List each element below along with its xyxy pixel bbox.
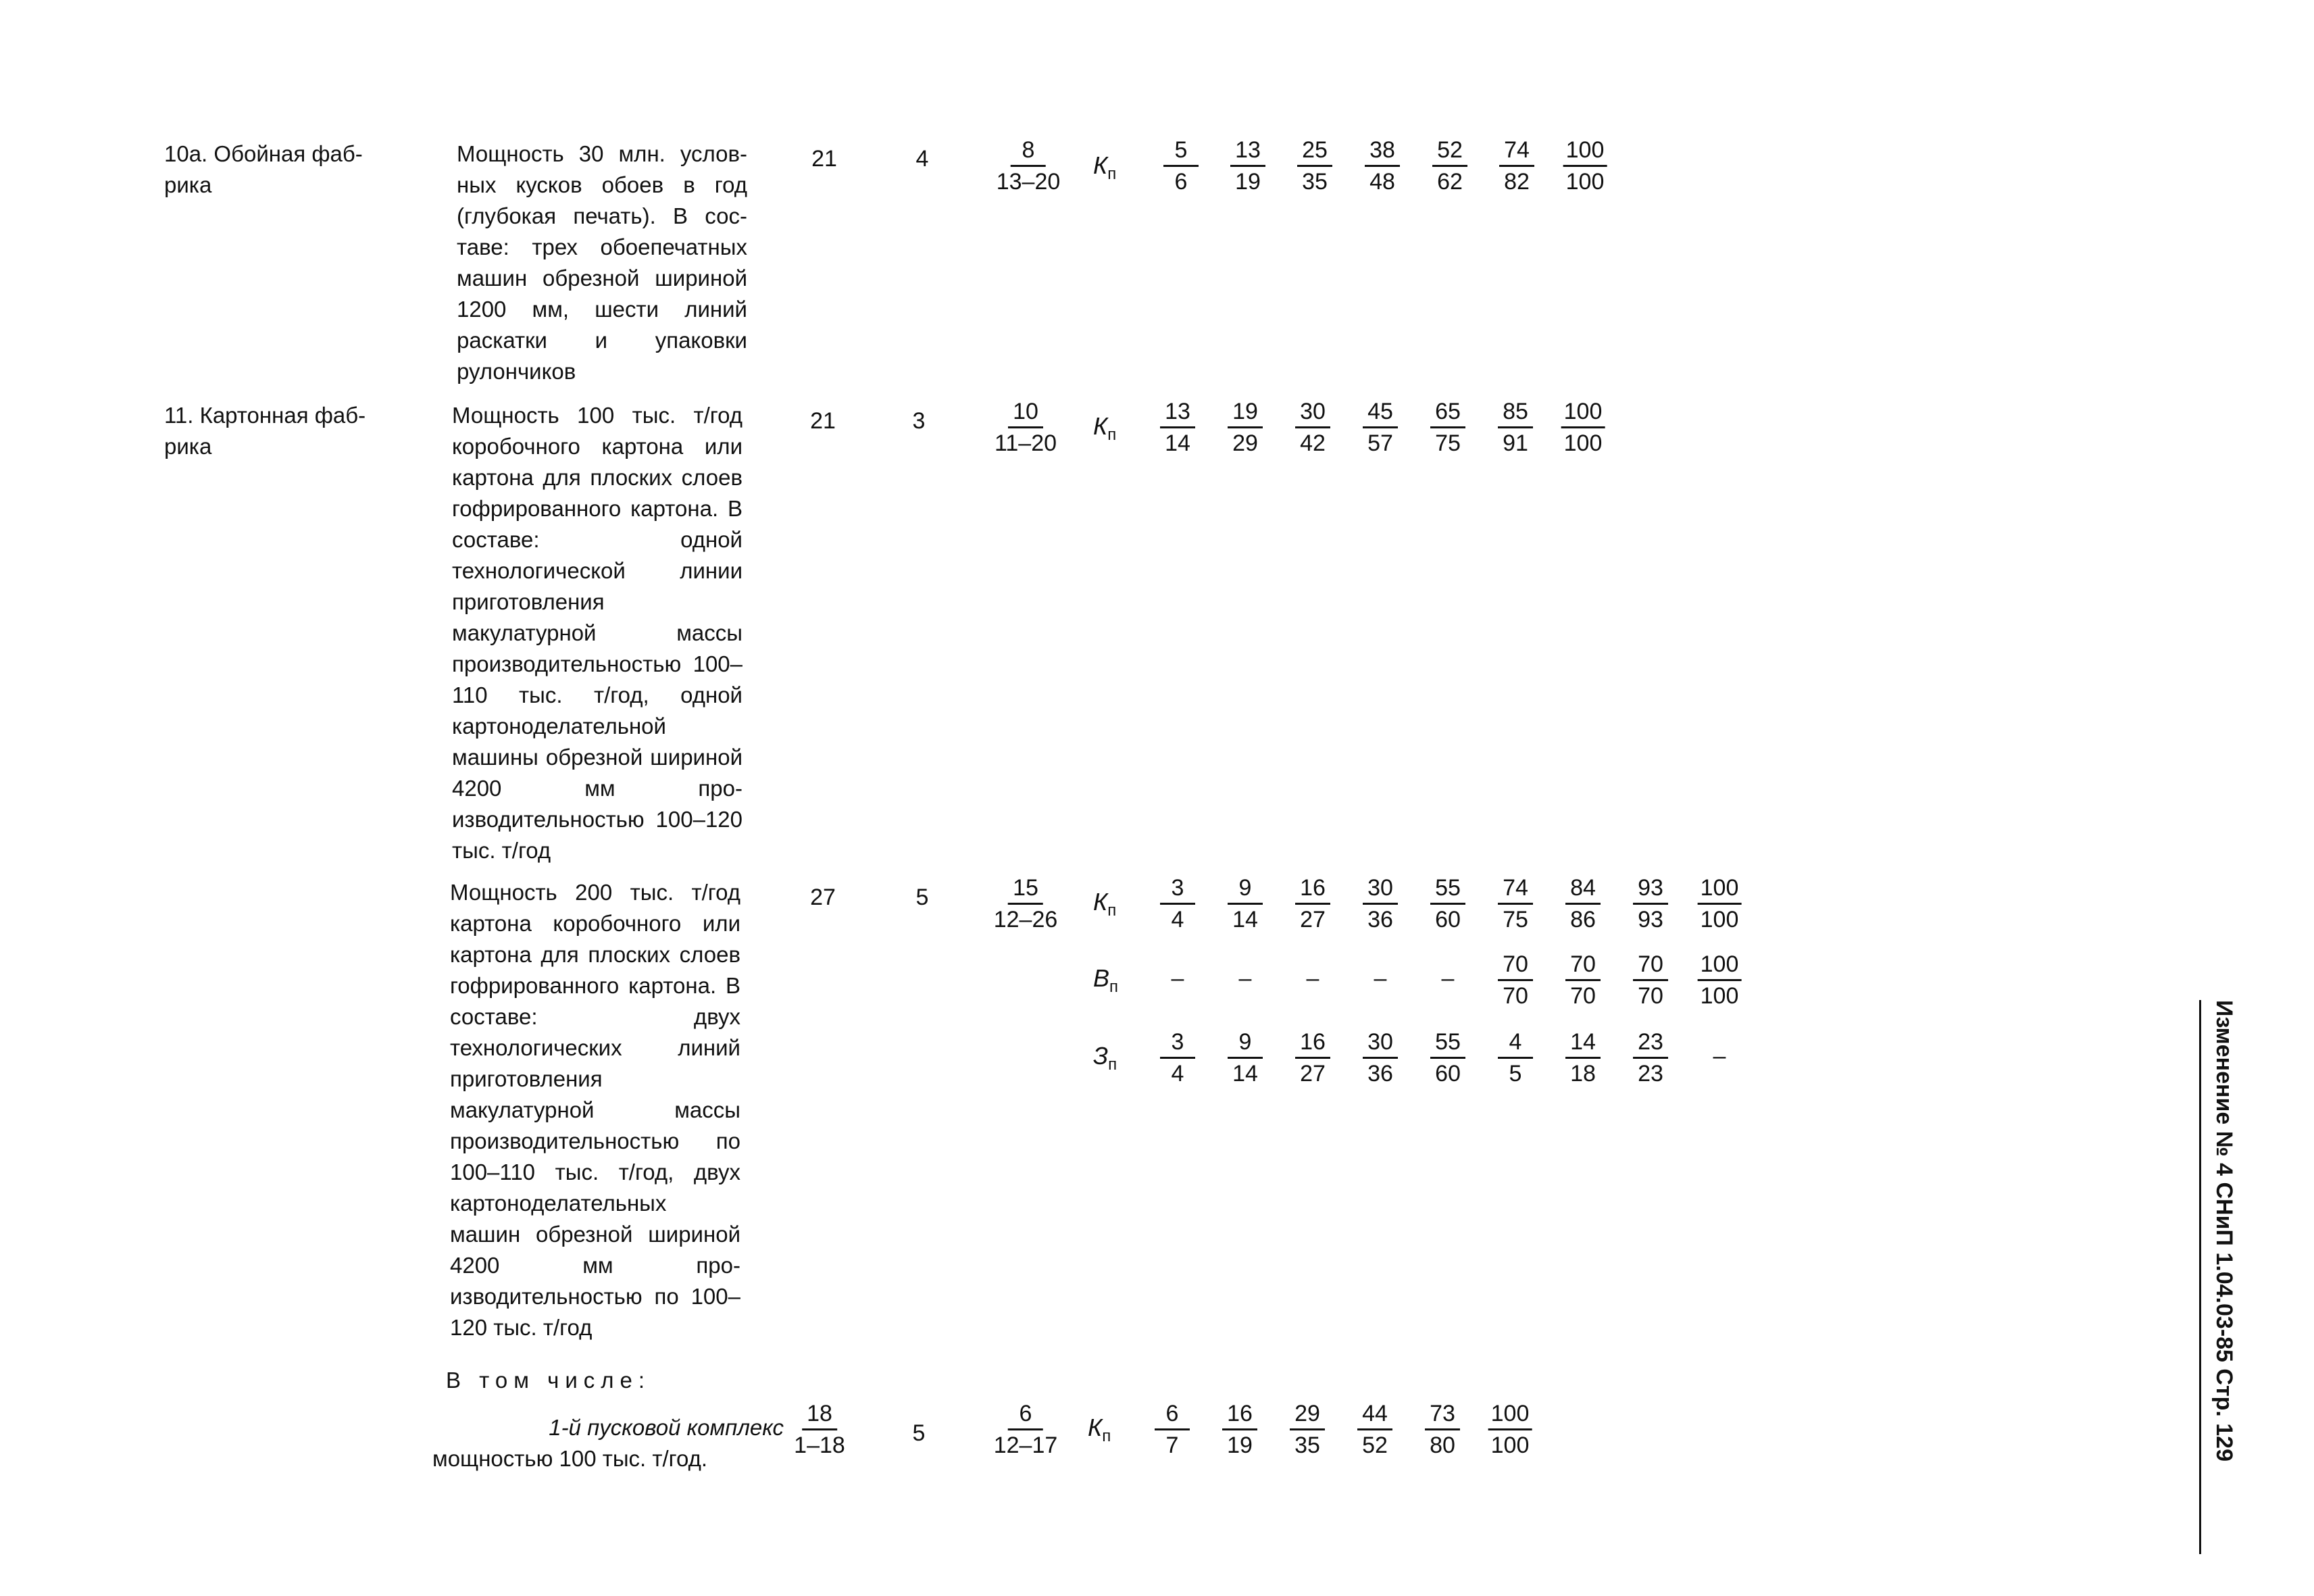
fraction-denominator: 36 bbox=[1367, 1061, 1393, 1087]
fraction-denominator: 75 bbox=[1435, 430, 1461, 456]
value-fraction bbox=[1565, 949, 1601, 1011]
fraction-numerator: 5 bbox=[1163, 135, 1199, 167]
entry-description: Мощность 30 млн. условных кусков обоев в год (глубокая печать). В составе: трех обоепечатных машин обрезной шириной 1200 мм, шести линий раскатки и упаковки рулончиков bbox=[457, 141, 747, 384]
value-fraction bbox=[1499, 135, 1534, 197]
fraction-denominator: 100 bbox=[1700, 983, 1739, 1009]
fraction-numerator: 19 bbox=[1228, 397, 1263, 428]
fraction-denominator: 52 bbox=[1362, 1432, 1388, 1458]
value-fraction bbox=[1633, 1027, 1668, 1089]
fraction-numerator: 74 bbox=[1499, 135, 1534, 167]
value-fraction bbox=[1498, 949, 1533, 1011]
entry-col1: 21 bbox=[810, 408, 836, 434]
entry-col2: 5 bbox=[915, 884, 929, 910]
entry-col2: 3 bbox=[912, 408, 926, 434]
value-fraction bbox=[1357, 1399, 1392, 1460]
row-label-kp: $К_п$ bbox=[1093, 151, 1117, 184]
fraction-denominator: 35 bbox=[1302, 169, 1328, 195]
value-fraction bbox=[1698, 949, 1742, 1011]
value-fraction bbox=[1228, 1027, 1263, 1089]
fraction-numerator: 70 bbox=[1633, 949, 1668, 981]
fraction-numerator: 3 bbox=[1160, 873, 1195, 905]
fraction-denominator: 91 bbox=[1503, 430, 1528, 456]
value-fraction bbox=[1430, 1027, 1465, 1089]
fraction-numerator: 9 bbox=[1228, 873, 1263, 905]
value-dash: – bbox=[1306, 966, 1319, 991]
entry-col1: 21 bbox=[811, 146, 837, 172]
value-fraction bbox=[1295, 1027, 1330, 1089]
value-fraction bbox=[1363, 397, 1398, 458]
fraction-denominator: 23 bbox=[1638, 1061, 1663, 1087]
sub-entry-description: 1-й пусковой комплекс мощностью 100 тыс. т/год. bbox=[432, 1415, 784, 1471]
value-fraction bbox=[1430, 397, 1465, 458]
row-label-kp: $К_п$ bbox=[1088, 1414, 1111, 1446]
fraction-denominator: 100 bbox=[1563, 430, 1603, 456]
entry-col1: 27 bbox=[810, 884, 836, 910]
fraction-numerator: 3 bbox=[1160, 1027, 1195, 1059]
value-fraction bbox=[1230, 135, 1265, 197]
value-fraction bbox=[1160, 873, 1195, 934]
fraction-numerator: 16 bbox=[1295, 873, 1330, 905]
value-fraction bbox=[1565, 873, 1601, 934]
fraction-denominator: 18 bbox=[1570, 1061, 1596, 1087]
fraction-denominator: 42 bbox=[1300, 430, 1326, 456]
fraction-numerator: 14 bbox=[1565, 1027, 1601, 1059]
value-fraction bbox=[1290, 1399, 1325, 1460]
fraction-denominator: 7 bbox=[1165, 1432, 1179, 1458]
fraction-denominator: 14 bbox=[1232, 907, 1258, 932]
value-fraction bbox=[1160, 1027, 1195, 1089]
fraction-numerator: 93 bbox=[1633, 873, 1668, 905]
fraction-numerator: 45 bbox=[1363, 397, 1398, 428]
fraction-numerator: 13 bbox=[1230, 135, 1265, 167]
value-fraction bbox=[1432, 135, 1467, 197]
value-fraction bbox=[1565, 1027, 1601, 1089]
value-dash: – bbox=[1713, 1043, 1726, 1069]
row-label-kp: $К_п$ bbox=[1093, 412, 1117, 445]
entry-description: Мощность 100 тыс. т/год коробочного картона или картона для плоских слоев гофрированного картона. В составе: одной технологической линии приготовления макулатурной массы производительностью 100–110 тыс. т/год, одной картоноделательной машины обрезной шириной 4200 мм производительностью 100–120 тыс. т/год bbox=[452, 403, 743, 863]
entry-fraction: $\frac{8}{13-20}$ bbox=[997, 135, 1061, 197]
fraction-numerator: 55 bbox=[1430, 873, 1465, 905]
fraction-denominator: 62 bbox=[1437, 169, 1463, 195]
fraction-denominator: 86 bbox=[1570, 907, 1596, 932]
fraction-numerator: 55 bbox=[1430, 1027, 1465, 1059]
fraction-numerator: 74 bbox=[1498, 873, 1533, 905]
fraction-numerator: 16 bbox=[1295, 1027, 1330, 1059]
fraction-numerator: 85 bbox=[1498, 397, 1533, 428]
value-fraction bbox=[1295, 873, 1330, 934]
fraction-denominator: 93 bbox=[1638, 907, 1663, 932]
fraction-numerator: 30 bbox=[1363, 873, 1398, 905]
value-fraction bbox=[1228, 397, 1263, 458]
fraction-numerator: 100 bbox=[1698, 873, 1742, 905]
entry-description: Мощность 200 тыс. т/год картона коробочного или картона для плоских слоев гофрированного картона. В составе: двух технологических линий приготовления макулатурной массы производительностью по 100–110 тыс. т/год, двух картоноделательных машин обрезной шириной 4200 мм производительностью по 100–120 тыс. т/год bbox=[450, 880, 740, 1340]
sub-entry-col1: $\frac{18}{1-18}$ bbox=[794, 1399, 845, 1460]
fraction-denominator: 36 bbox=[1367, 907, 1393, 932]
fraction-numerator: 25 bbox=[1297, 135, 1332, 167]
value-fraction bbox=[1698, 873, 1742, 934]
fraction-denominator: 82 bbox=[1504, 169, 1530, 195]
fraction-numerator: 23 bbox=[1633, 1027, 1668, 1059]
value-fraction bbox=[1633, 873, 1668, 934]
fraction-numerator: 13 bbox=[1160, 397, 1195, 428]
entry-number: 10а. Обойная фаб- рика bbox=[164, 141, 363, 197]
value-fraction bbox=[1498, 397, 1533, 458]
entry-col2: 4 bbox=[915, 146, 929, 172]
entry-fraction: $\frac{10}{11-20}$ bbox=[995, 397, 1057, 458]
fraction-numerator: 30 bbox=[1295, 397, 1330, 428]
fraction-denominator: 57 bbox=[1367, 430, 1393, 456]
fraction-denominator: 6 bbox=[1174, 169, 1188, 195]
fraction-numerator: 73 bbox=[1425, 1399, 1460, 1430]
fraction-denominator: 4 bbox=[1171, 907, 1184, 932]
row-label-kp: $К_п$ bbox=[1093, 888, 1117, 920]
value-fraction bbox=[1163, 135, 1199, 197]
value-fraction bbox=[1160, 397, 1195, 458]
fraction-denominator: 80 bbox=[1430, 1432, 1455, 1458]
sub-entry-col2: 5 bbox=[912, 1420, 926, 1446]
value-fraction bbox=[1561, 397, 1605, 458]
row-label-vp: $В_п$ bbox=[1093, 964, 1119, 997]
value-fraction bbox=[1222, 1399, 1257, 1460]
fraction-denominator: 60 bbox=[1435, 907, 1461, 932]
fraction-numerator: 30 bbox=[1363, 1027, 1398, 1059]
sub-entry-fraction: $\frac{6}{12-17}$ bbox=[994, 1399, 1058, 1460]
value-fraction bbox=[1363, 873, 1398, 934]
value-fraction bbox=[1155, 1399, 1190, 1460]
fraction-numerator: 44 bbox=[1357, 1399, 1392, 1430]
fraction-denominator: 100 bbox=[1700, 907, 1739, 932]
entry-fraction: $\frac{15}{12-26}$ bbox=[994, 873, 1058, 934]
fraction-denominator: 70 bbox=[1570, 983, 1596, 1009]
fraction-numerator: 100 bbox=[1488, 1399, 1532, 1430]
fraction-denominator: 29 bbox=[1232, 430, 1258, 456]
fraction-denominator: 48 bbox=[1369, 169, 1395, 195]
entry-number: 11. Картонная фаб- рика bbox=[164, 403, 366, 459]
value-dash: – bbox=[1374, 966, 1387, 991]
value-fraction bbox=[1363, 1027, 1398, 1089]
fraction-denominator: 100 bbox=[1490, 1432, 1530, 1458]
fraction-denominator: 27 bbox=[1300, 1061, 1326, 1087]
fraction-denominator: 27 bbox=[1300, 907, 1326, 932]
row-label-zp: $З_п$ bbox=[1093, 1042, 1117, 1074]
fraction-numerator: 52 bbox=[1432, 135, 1467, 167]
value-fraction bbox=[1488, 1399, 1532, 1460]
fraction-numerator: 16 bbox=[1222, 1399, 1257, 1430]
fraction-numerator: 29 bbox=[1290, 1399, 1325, 1430]
value-dash: – bbox=[1441, 966, 1455, 991]
value-fraction bbox=[1425, 1399, 1460, 1460]
value-fraction bbox=[1365, 135, 1400, 197]
fraction-denominator: 19 bbox=[1235, 169, 1261, 195]
value-fraction bbox=[1633, 949, 1668, 1011]
fraction-denominator: 14 bbox=[1232, 1061, 1258, 1087]
fraction-denominator: 19 bbox=[1227, 1432, 1253, 1458]
fraction-numerator: 100 bbox=[1698, 949, 1742, 981]
value-fraction bbox=[1498, 873, 1533, 934]
fraction-denominator: 14 bbox=[1165, 430, 1190, 456]
fraction-denominator: 4 bbox=[1171, 1061, 1184, 1087]
value-fraction bbox=[1430, 873, 1465, 934]
side-caption: Изменение № 4 СНиП 1.04.03-85 Стр. 129 bbox=[2199, 1000, 2242, 1554]
fraction-denominator: 5 bbox=[1509, 1061, 1522, 1087]
fraction-numerator: 70 bbox=[1565, 949, 1601, 981]
fraction-denominator: 70 bbox=[1638, 983, 1663, 1009]
fraction-numerator: 9 bbox=[1228, 1027, 1263, 1059]
fraction-denominator: 70 bbox=[1503, 983, 1528, 1009]
fraction-numerator: 84 bbox=[1565, 873, 1601, 905]
fraction-denominator: 100 bbox=[1565, 169, 1605, 195]
fraction-denominator: 35 bbox=[1294, 1432, 1320, 1458]
fraction-numerator: 70 bbox=[1498, 949, 1533, 981]
fraction-denominator: 75 bbox=[1503, 907, 1528, 932]
value-dash: – bbox=[1238, 966, 1252, 991]
value-fraction bbox=[1498, 1027, 1533, 1089]
note-heading: В том числе: bbox=[446, 1368, 651, 1393]
fraction-numerator: 4 bbox=[1498, 1027, 1533, 1059]
fraction-denominator: 60 bbox=[1435, 1061, 1461, 1087]
value-fraction bbox=[1297, 135, 1332, 197]
value-fraction bbox=[1563, 135, 1607, 197]
value-dash: – bbox=[1171, 966, 1184, 991]
value-fraction bbox=[1228, 873, 1263, 934]
fraction-numerator: 38 bbox=[1365, 135, 1400, 167]
fraction-numerator: 6 bbox=[1155, 1399, 1190, 1430]
fraction-numerator: 100 bbox=[1563, 135, 1607, 167]
fraction-numerator: 65 bbox=[1430, 397, 1465, 428]
fraction-numerator: 100 bbox=[1561, 397, 1605, 428]
value-fraction bbox=[1295, 397, 1330, 458]
